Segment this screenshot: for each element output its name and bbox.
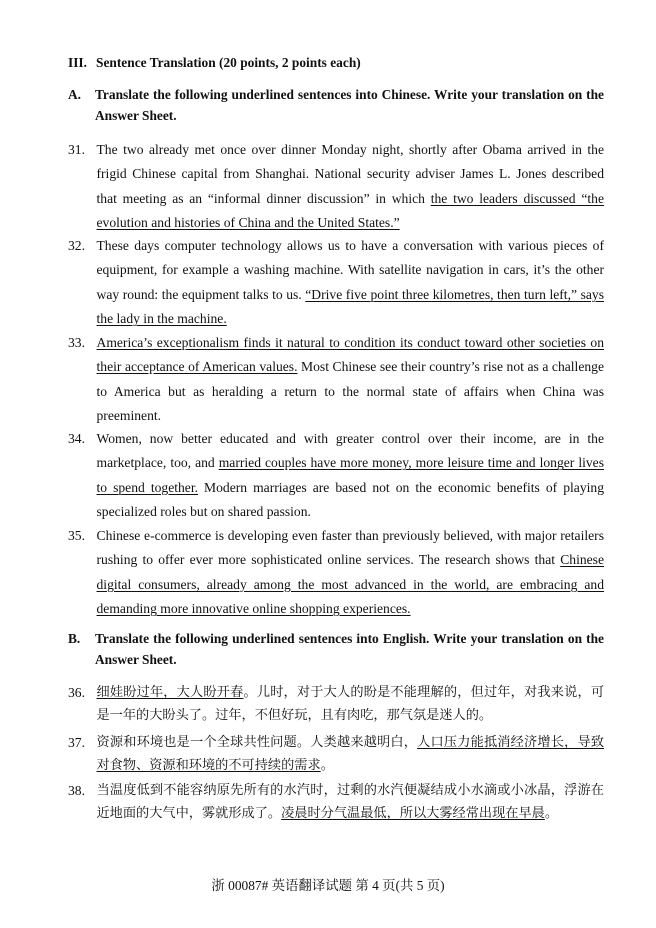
question-number: 37. [68,735,85,750]
question-number: 31. [68,142,85,157]
footer-text: 浙 00087# 英语翻译试题 第 4 页(共 5 页) [211,878,445,893]
question-text [97,331,605,428]
question-34 [68,427,604,524]
plain-text: Chinese e-commerce is developing even faster than previously believed, with major retailers rushing to offer ever more sophisticated online services. The research shows that [96,528,604,568]
plain-text: Women, now better educated and with greater control over their income, are in the marketplace, too, and [96,431,604,471]
part-b-instruction-text: Translate the following underlined sentences into English. Write your translation on the Answer Sheet. [95,631,604,667]
underlined-sentence: Chinese digital consumers, already among the most advanced in the world, are embracing and demanding more innovative online shopping experiences. [96,552,604,616]
plain-text: 。 [320,758,334,774]
plain-text: 。儿时，对于大人的盼是不能理解的，但过年，对我来说，可是一年的大盼头了。过年，不但好玩，且有肉吃，那气氛是迷人的。 [96,685,605,724]
underlined-sentence: America’s exceptionalism finds it natural to condition its conduct toward other societies on their acceptance of American values. [96,335,604,375]
question-31 [68,138,604,235]
question-text [97,779,605,826]
question-35 [68,524,604,621]
plain-text: 。 [544,806,559,822]
plain-text: These days computer technology allows us to have a conversation with various pieces of equipment, for example a washing machine. With satellite navigation in cars, it’s the other way round: the equipment talks to us. [96,238,604,302]
question-text [97,524,605,621]
question-33 [68,331,604,428]
underlined-sentence: married couples have more money, more leisure time and longer lives to spend together. [96,455,604,495]
plain-text: Most Chinese see their country’s rise not as a challenge to America but as heralding a return to the normal state of affairs when China was preeminent. [96,359,604,423]
plain-text: Modern marriages are based not on the economic benefits of playing specialized roles but on shared passion. [96,479,604,519]
question-text [97,427,605,524]
section-title: Sentence Translation (20 points, 2 points each) [96,55,361,70]
question-number: 34. [68,431,85,446]
section-number: III. [68,55,87,70]
plain-text: The two already met once over dinner Monday night, shortly after Obama arrived in the frigid Chinese capital from Shanghai. National security adviser James L. Jones described that meeting as an “informal dinner discussion” in which [96,142,604,206]
question-number: 32. [68,238,85,253]
underlined-sentence: 细娃盼过年，大人盼开春 [96,685,244,700]
question-number: 36. [68,685,85,700]
plain-text: 资源和环境也是一个全球共性问题。人类越来越明白， [96,735,418,750]
question-number: 38. [68,783,85,798]
part-b-instruction [68,628,604,670]
underlined-sentence: 凌晨时分气温最低，所以大雾经常出现在早晨 [281,806,545,822]
part-b-letter: B. [68,631,81,646]
underlined-sentence: the two leaders discussed “the evolution and histories of China and the United States.” [96,190,604,230]
plain-text: 当温度低到不能容纳原先所有的水汽时，过剩的水汽便凝结成小水滴或小冰晶，浮游在近地面的大气中，雾就形成了。 [96,783,604,822]
question-text [97,731,605,778]
part-a-instruction [68,84,604,126]
underlined-sentence: 人口压力能抵消经济增长，导致对食物、资源和环境的不可持续的需求 [96,735,605,774]
question-number: 35. [68,528,85,543]
question-text [97,681,605,728]
question-32 [68,234,604,331]
underlined-sentence: “Drive five point three kilometres, then turn left,” says the lady in the machine. [96,286,604,326]
question-37 [68,731,604,778]
question-36 [68,681,604,728]
section-heading [68,54,361,72]
part-a-letter: A. [68,87,82,102]
question-text [97,234,605,331]
question-text [97,138,605,235]
question-38 [68,779,604,826]
part-a-instruction-text: Translate the following underlined sentences into Chinese. Write your translation on the Answer Sheet. [95,87,604,123]
page-footer [0,877,656,895]
question-number: 33. [68,335,85,350]
